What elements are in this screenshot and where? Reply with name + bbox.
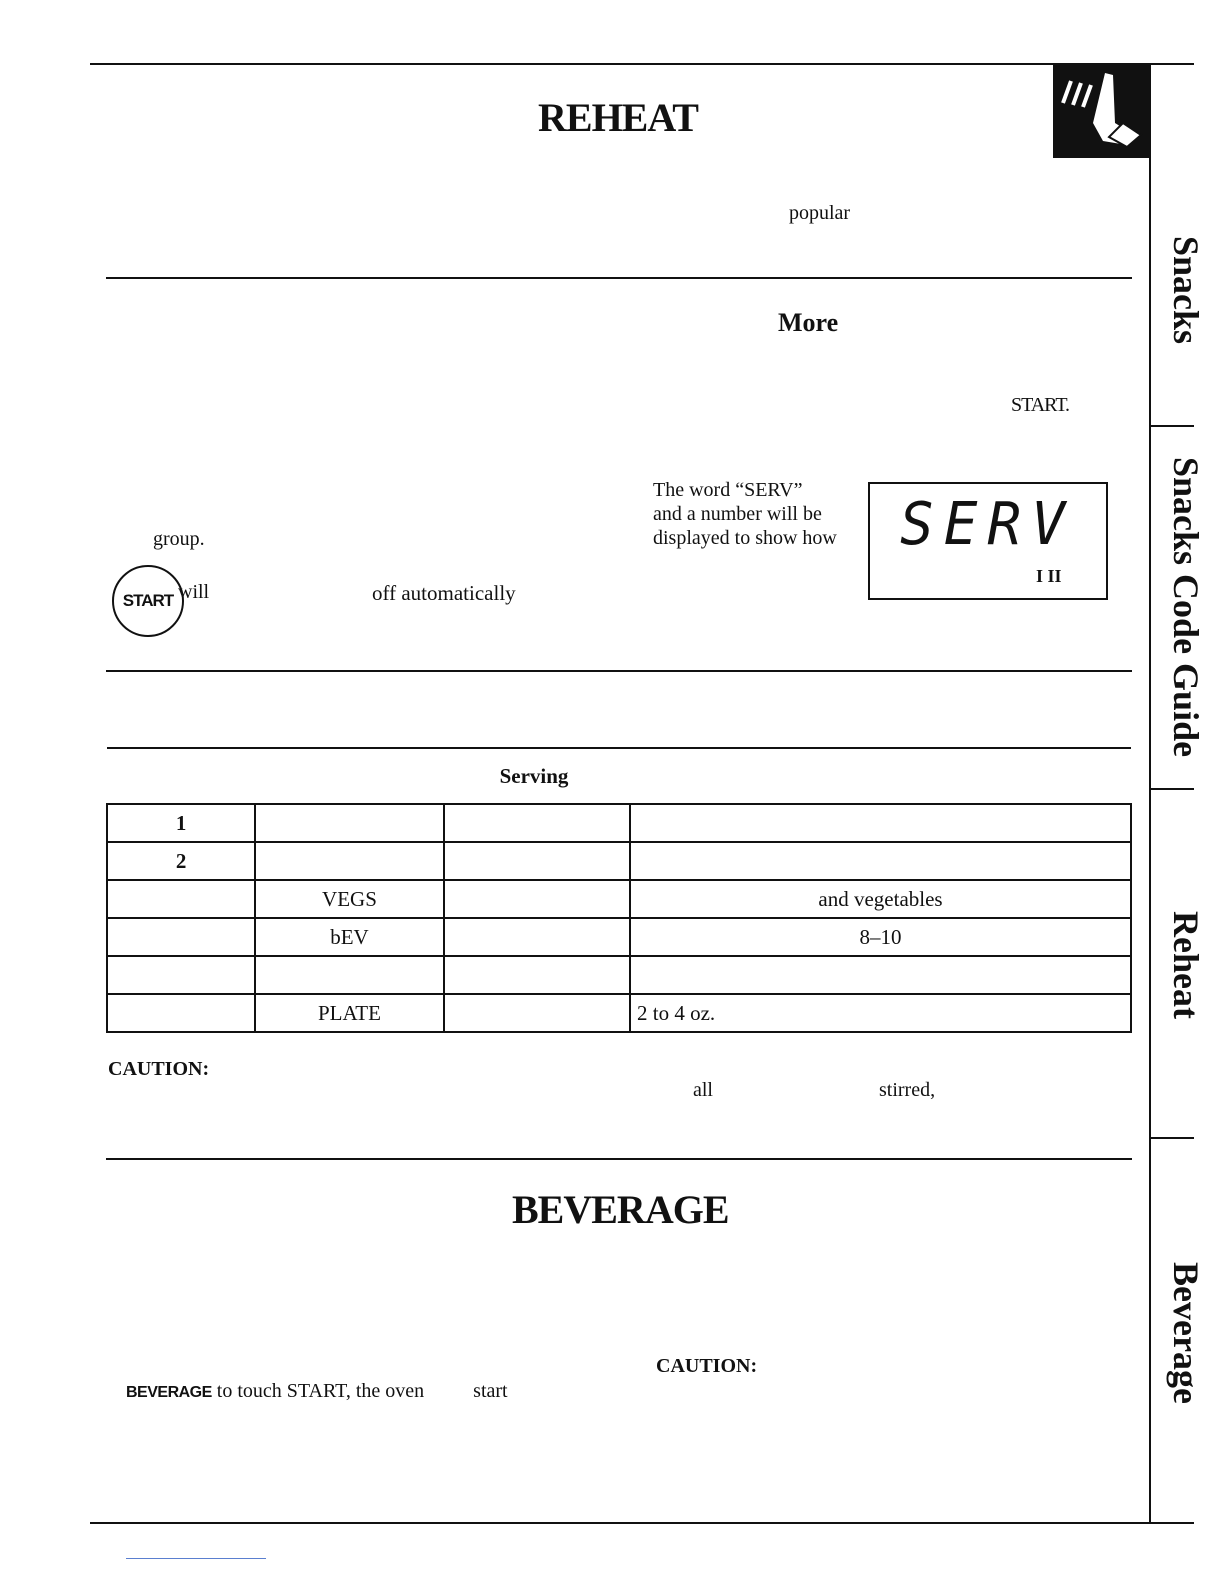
group-text: group. — [153, 528, 205, 550]
section-divider — [106, 670, 1132, 672]
top-rule — [90, 63, 1194, 65]
lcd-sub-indicator: I II — [1036, 566, 1062, 586]
table-row: bEV 8–10 — [107, 918, 1131, 956]
beverage-start: start — [473, 1380, 508, 1402]
intro-fragment: popular — [789, 202, 851, 224]
page-title: REHEAT — [538, 95, 698, 140]
section-divider — [106, 277, 1132, 279]
bottom-rule — [90, 1522, 1194, 1524]
table-row: VEGS and vegetables — [107, 880, 1131, 918]
off-automatically-text: off automatically — [372, 581, 516, 605]
lcd-readout: SERV — [900, 490, 1075, 559]
tab-beverage[interactable]: Beverage — [1166, 1261, 1206, 1404]
table-header-label: Serving — [499, 763, 569, 788]
caution-fragment-all: all — [693, 1079, 713, 1101]
caution-fragment-stirred: stirred, — [879, 1079, 936, 1101]
table-header-row — [107, 748, 1131, 804]
tab-divider — [1150, 1137, 1194, 1139]
section-divider — [106, 1158, 1132, 1160]
serv-display — [868, 482, 1108, 600]
beverage-caution-label: CAUTION: — [656, 1355, 758, 1377]
tab-reheat[interactable]: Reheat — [1166, 911, 1206, 1019]
table-row: 2 — [107, 842, 1131, 880]
table-row: PLATE 2 to 4 oz. — [107, 994, 1131, 1032]
reheat-code-table — [106, 747, 1132, 1033]
caution-label: CAUTION: — [108, 1058, 210, 1080]
footer-mark-line — [126, 1558, 266, 1559]
table-row — [107, 956, 1131, 994]
more-heading: More — [778, 308, 839, 337]
beverage-start-oven: START, the oven — [286, 1380, 425, 1402]
will-text: will — [178, 581, 210, 603]
tab-snacks[interactable]: Snacks — [1166, 235, 1206, 345]
tab-snacks-code-guide[interactable]: Snacks Code Guide — [1166, 457, 1206, 758]
table-row: 1 — [107, 804, 1131, 842]
start-button[interactable]: START — [112, 565, 184, 637]
beverage-to-touch: to touch — [216, 1380, 282, 1402]
start-word: START. — [1011, 394, 1070, 416]
beverage-title: BEVERAGE — [512, 1187, 729, 1232]
beverage-key-label: BEVERAGE — [126, 1384, 212, 1401]
tab-divider — [1150, 425, 1194, 427]
display-note: The word “SERV” and a number will be displayed to show how — [653, 479, 837, 549]
tab-divider — [1150, 788, 1194, 790]
beverage-instruction — [126, 1380, 508, 1403]
hand-pressing-key-icon — [1053, 63, 1149, 158]
